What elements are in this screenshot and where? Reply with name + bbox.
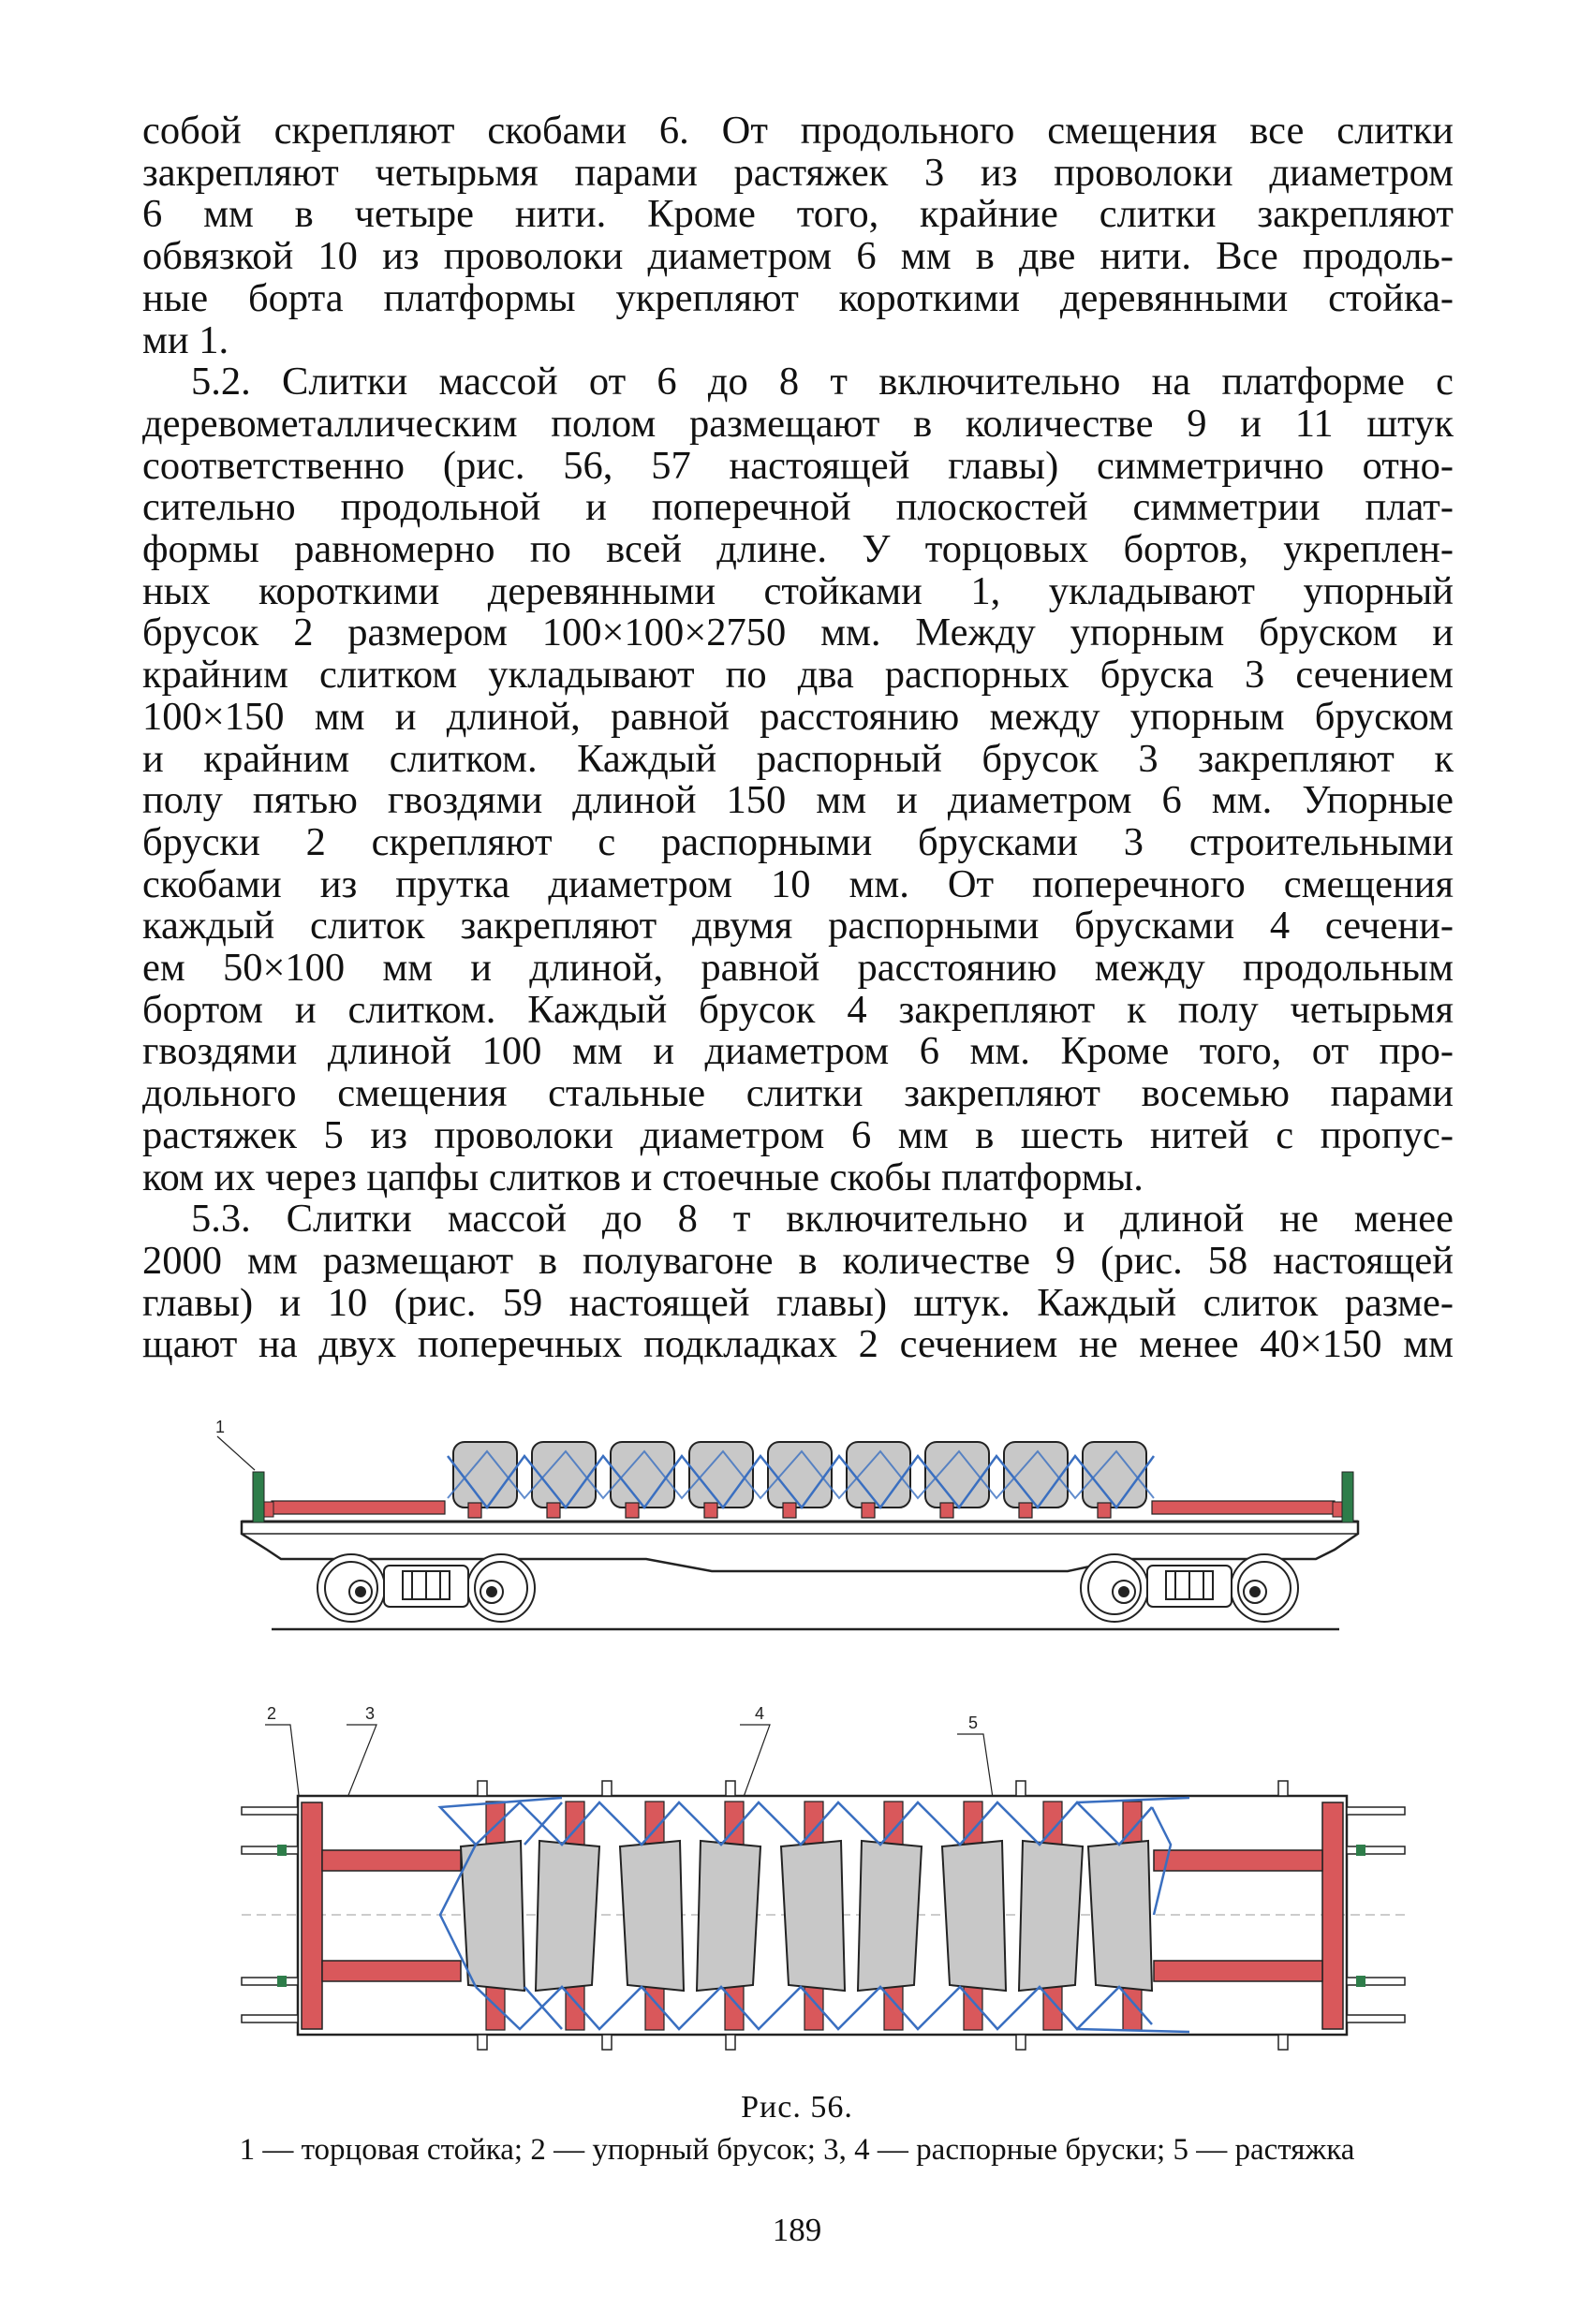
end-post [253,1472,264,1522]
text-line: обвязкой 10 из проволоки диаметром 6 мм в две нити. Все продоль- [142,234,1454,279]
bogie-left [317,1554,535,1622]
text-line: ем 50×100 мм и длиной, равной расстоянию между продольным [142,946,1454,991]
text-line: ные борта платформы укрепляют короткими деревянными стойка- [142,275,1454,320]
text-line: бортом и слитком. Каждый брусок 4 закрепляют к полу четырьмя [142,987,1454,1032]
platform-frame [242,1522,1358,1571]
text-line: бруски 2 скрепляют с распорными брусками 3 строительными [142,819,1454,864]
bogie-right [1081,1554,1298,1622]
text-line: 5.3. Слитки массой до 8 т включительно и длиной не менее [191,1197,1454,1242]
text-line: 6 мм в четыре нити. Кроме того, крайние слитки закрепляют [142,192,1454,237]
side-view [215,1418,1358,1629]
label-4: 4 [755,1704,765,1723]
body-text [142,110,1454,1366]
text-line: полу пятью гвоздями длиной 150 мм и диаметром 6 мм. Упорные [142,778,1454,823]
text-line: соответственно (рис. 56, 57 настоящей главы) симметрично отно- [142,443,1454,488]
page-number: 189 [772,2212,822,2248]
text-line: гвоздями длиной 100 мм и диаметром 6 мм. Кроме того, от про- [142,1029,1454,1074]
text-line: главы) и 10 (рис. 59 настоящей главы) штук. Каждый слиток разме- [142,1280,1454,1325]
label-5: 5 [968,1714,979,1732]
text-line: растяжек 5 из проволоки диаметром 6 мм в шесть нитей с пропус- [142,1112,1454,1157]
text-line: 2000 мм размещают в полувагоне в количестве 9 (рис. 58 настоящей [142,1238,1454,1283]
text-line: каждый слиток закрепляют двумя распорными брусками 4 сечени- [142,904,1454,949]
stop-bar-right [1322,1802,1343,2029]
text-line: деревометаллическим полом размещают в количестве 9 и 11 штук [142,401,1454,446]
text-line: ных короткими деревянными стойками 1, укладывают упорный [142,568,1454,613]
label-1: 1 [215,1418,226,1436]
text-line: и крайним слитком. Каждый распорный брусок 3 закрепляют к [142,736,1454,781]
text-line: ком их через цапфы слитков и стоечные скобы платформы. [142,1155,1144,1199]
text-line: 5.2. Слитки массой от 6 до 8 т включительно на платформе с [191,360,1454,404]
text-line: дольного смещения стальные слитки закрепляют восемью парами [142,1071,1454,1116]
stop-bar-left [302,1802,322,2029]
text-line: скобами из прутка диаметром 10 мм. От поперечного смещения [142,861,1454,906]
text-line: собой скрепляют скобами 6. От продольного смещения все слитки [142,109,1454,153]
text-line: щают на двух поперечных подкладках 2 сечением не менее 40×150 мм [142,1322,1454,1367]
text-line: закрепляют четырьмя парами растяжек 3 из проволоки диаметром [142,150,1454,195]
top-view [242,1704,1405,2050]
end-post [1342,1472,1353,1522]
text-line: брусок 2 размером 100×100×2750 мм. Между упорным бруском и [142,610,1454,655]
text-line: крайним слитком укладывают по два распорных бруска 3 сечением [142,653,1454,698]
figure-caption-legend: 1 — торцовая стойка; 2 — упорный брусок; 3, 4 — распорные бруски; 5 — растяжка [239,2133,1355,2167]
figure-caption-title: Рис. 56. [741,2090,853,2125]
text-line: сительно продольной и поперечной плоскостей симметрии плат- [142,485,1454,530]
text-line: ми 1. [142,317,229,362]
text-line: 100×150 мм и длиной, равной расстоянию между упорным бруском [142,694,1454,739]
label-3: 3 [365,1704,376,1723]
ingots-top [461,1841,1152,1991]
label-2: 2 [267,1704,277,1723]
text-line: формы равномерно по всей длине. У торцовых бортов, укреплен- [142,527,1454,572]
figure-56 [0,1405,1594,2079]
